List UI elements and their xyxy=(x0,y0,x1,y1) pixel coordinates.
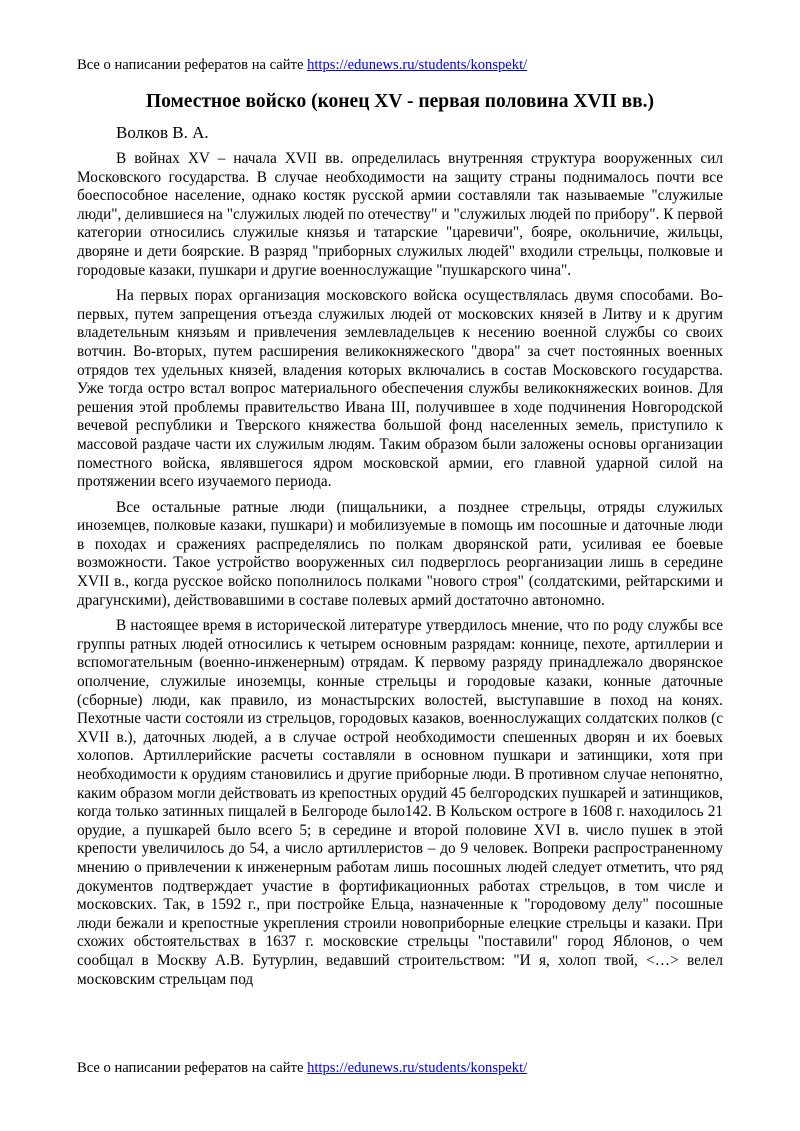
paragraph: В настоящее время в исторической литературе утвердилось мнение, что по роду службы все группы ратных людей относились к четырем основным разрядам: коннице, пехоте, артиллерии и вспомогательным (военно-инженерным) отрядам. К первому разряду принадлежало дворянское ополчение, служилые иноземцы, конные стрельцы и городовые казаки, конные даточные (сборные) люди, как правило, из монастырских волостей, выступавшие в поход на конях. Пехотные части состояли из стрельцов, городовых казаков, военнослужащих солдатских полков (с XVII в.), даточных людей, а в случае острой необходимости спешенных дворян и их боевых холопов. Артиллерийские расчеты составляли в основном пушкари и затинщики, хотя при необходимости к орудиям становились и другие приборные люди. В противном случае непонятно, каким образом могли действовать из крепостных орудий 45 белгородских пушкарей и затинщиков, когда только затинных пищалей в Белгороде было142. В Кольском остроге в 1608 г. находилось 21 орудие, а пушкарей было всего 5; в середине и второй половине XVI в. число пушек в этой крепости увеличилось до 54, а число артиллеристов – до 9 человек. Вопреки распространенному мнению о привлечении к инженерным работам лишь посошных людей следует отметить, что ряд документов подтверждает участие в фортификационных работах стрельцов, в том числе и московских. Так, в 1592 г., при постройке Ельца, назначенные к "городовому делу" посошные люди бежали и крепостные укрепления строили новоприборные елецкие стрельцы и казаки. При схожих обстоятельствах в 1637 г. московские стрельцы "поставили" город Яблонов, о чем сообщал в Москву А.В. Бутурлин, ведавший строительством: "И я, холоп твой, <…> велел московским стрельцам под xyxy=(77,617,723,988)
footer-link[interactable]: https://edunews.ru/students/konspekt/ xyxy=(307,1060,528,1076)
author-name: Волков В. А. xyxy=(116,123,209,142)
header-text: Все о написании рефератов на сайте xyxy=(77,57,308,73)
page-footer xyxy=(77,1059,527,1077)
paragraph: Все остальные ратные люди (пищальники, а позднее стрельцы, отряды служилых иноземцев, полковые казаки, пушкари) и мобилизуемые в помощь им посошные и даточные люди в походах и сражениях распределялись по полкам дворянской рати, усиливая ее боевые возможности. Такое устройство вооруженных сил подверглось реорганизации лишь в середине XVII в., когда русское войско пополнилось полками "нового строя" (солдатскими, рейтарскими и драгунскими), действовавшими в составе полевых армий достаточно автономно. xyxy=(77,498,723,609)
paragraph: На первых порах организация московского войска осуществлялась двумя способами. Во-первых, путем запрещения отъезда служилых людей от московских князей в Литву и к другим владетельным князьям и привлечения землевладельцев к несению военной службы со своих вотчин. Во-вторых, путем расширения великокняжеского "двора" за счет постоянных военных отрядов тех удельных князей, владения которых включались в состав Московского государства. Уже тогда остро встал вопрос материального обеспечения службы великокняжеских воинов. Для решения этой проблемы правительство Ивана III, получившее в ходе подчинения Новгородской вечевой республики и Тверского княжества большой фонд населенных земель, приступило к массовой раздаче части их служилым людям. Таким образом были заложены основы организации поместного войска, являвшегося ядром московской армии, его главной ударной силой на протяжении всего изучаемого периода. xyxy=(77,287,723,491)
page-header xyxy=(77,56,527,74)
paragraph: В войнах XV – начала XVII вв. определилась внутренняя структура вооруженных сил Московского государства. В случае необходимости на защиту страны поднималось почти все боеспособное население, однако костяк русской армии составляли так называемые "служилые люди", делившиеся на "служилых людей по отечеству" и "служилых людей по прибору". К первой категории относились служилые князья и татарские "царевичи", бояре, окольничие, жильцы, дворяне и дети боярские. В разряд "приборных служилых людей" входили стрельцы, полковые и городовые казаки, пушкари и другие военнослужащие "пушкарского чина". xyxy=(77,150,723,279)
document-body xyxy=(77,150,723,996)
document-title: Поместное войско (конец XV - первая половина XVII вв.) xyxy=(145,91,655,112)
footer-text: Все о написании рефератов на сайте xyxy=(77,1060,308,1076)
header-link[interactable]: https://edunews.ru/students/konspekt/ xyxy=(307,57,528,73)
